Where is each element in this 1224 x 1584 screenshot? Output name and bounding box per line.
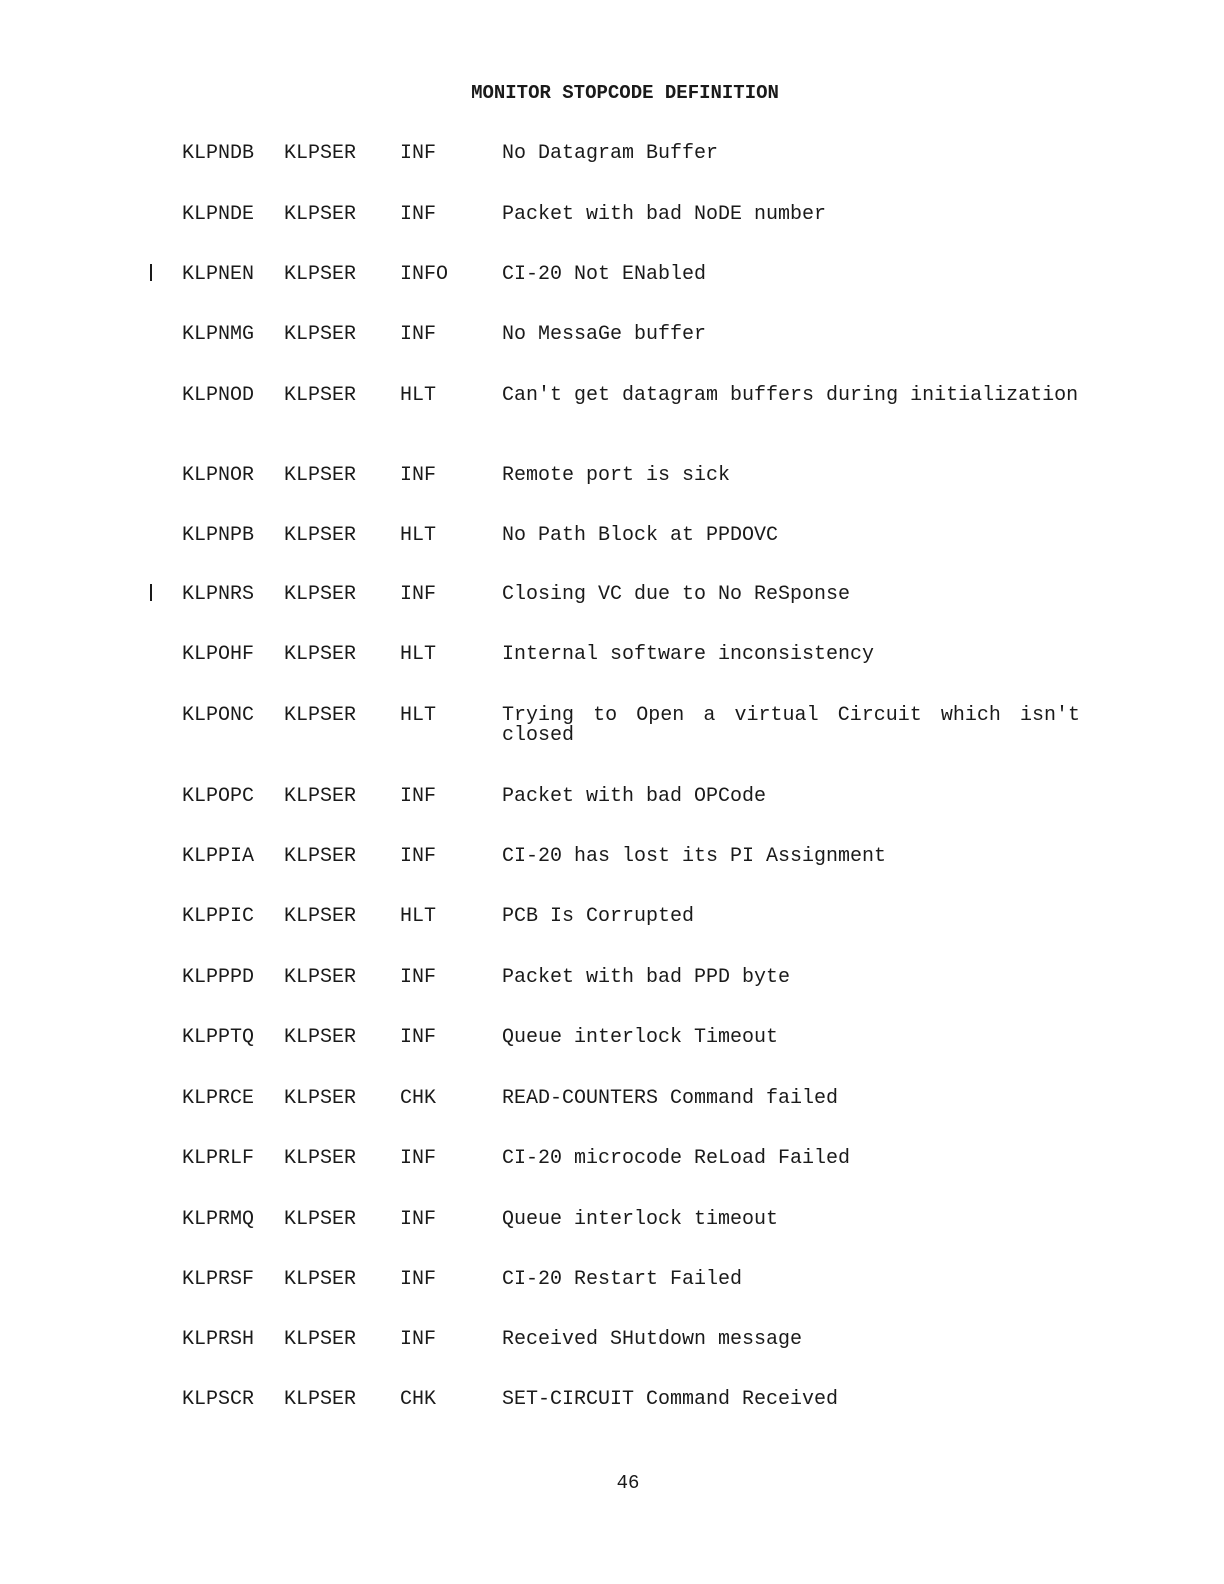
stopcode-name: KLPNOD bbox=[182, 384, 255, 407]
stopcode-module: KLPSER bbox=[284, 785, 357, 808]
stopcode-type: INF bbox=[400, 966, 437, 989]
stopcode-name: KLPNPB bbox=[182, 524, 255, 547]
stopcode-module: KLPSER bbox=[284, 905, 357, 928]
change-bar bbox=[150, 584, 152, 601]
stopcode-type: HLT bbox=[400, 643, 437, 666]
page-title: MONITOR STOPCODE DEFINITION bbox=[471, 82, 779, 104]
stopcode-description: PCB Is Corrupted bbox=[502, 905, 695, 928]
stopcode-description: Closing VC due to No ReSponse bbox=[502, 583, 851, 606]
stopcode-description: Remote port is sick bbox=[502, 464, 731, 487]
stopcode-name: KLPNMG bbox=[182, 323, 255, 346]
stopcode-description: No MessaGe buffer bbox=[502, 323, 707, 346]
stopcode-name: KLPONC bbox=[182, 704, 255, 727]
stopcode-module: KLPSER bbox=[284, 384, 357, 407]
stopcode-module: KLPSER bbox=[284, 1147, 357, 1170]
stopcode-name: KLPNRS bbox=[182, 583, 255, 606]
stopcode-module: KLPSER bbox=[284, 1026, 357, 1049]
page-number: 46 bbox=[616, 1472, 640, 1494]
stopcode-type: HLT bbox=[400, 384, 437, 407]
stopcode-description: Packet with bad OPCode bbox=[502, 785, 767, 808]
stopcode-module: KLPSER bbox=[284, 524, 357, 547]
stopcode-type: HLT bbox=[400, 524, 437, 547]
stopcode-type: INF bbox=[400, 583, 437, 606]
stopcode-type: HLT bbox=[400, 704, 437, 727]
stopcode-name: KLPRLF bbox=[182, 1147, 255, 1170]
stopcode-description: READ-COUNTERS Command failed bbox=[502, 1087, 839, 1110]
stopcode-name: KLPPIA bbox=[182, 845, 255, 868]
stopcode-name: KLPOPC bbox=[182, 785, 255, 808]
stopcode-module: KLPSER bbox=[284, 704, 357, 727]
stopcode-name: KLPNEN bbox=[182, 263, 255, 286]
stopcode-module: KLPSER bbox=[284, 1208, 357, 1231]
stopcode-type: INF bbox=[400, 1268, 437, 1291]
stopcode-description: CI-20 Not ENabled bbox=[502, 263, 707, 286]
stopcode-module: KLPSER bbox=[284, 583, 357, 606]
stopcode-type: HLT bbox=[400, 905, 437, 928]
stopcode-module: KLPSER bbox=[284, 643, 357, 666]
stopcode-module: KLPSER bbox=[284, 142, 357, 165]
stopcode-name: KLPRMQ bbox=[182, 1208, 255, 1231]
stopcode-type: INF bbox=[400, 203, 437, 226]
stopcode-name: KLPPPD bbox=[182, 966, 255, 989]
stopcode-module: KLPSER bbox=[284, 966, 357, 989]
stopcode-name: KLPPTQ bbox=[182, 1026, 255, 1049]
stopcode-name: KLPNDB bbox=[182, 142, 255, 165]
stopcode-type: CHK bbox=[400, 1388, 437, 1411]
stopcode-type: INFO bbox=[400, 263, 449, 286]
stopcode-module: KLPSER bbox=[284, 1087, 357, 1110]
stopcode-module: KLPSER bbox=[284, 203, 357, 226]
stopcode-description: Can't get datagram buffers during initialization bbox=[502, 384, 1079, 407]
stopcode-name: KLPRSF bbox=[182, 1268, 255, 1291]
stopcode-type: INF bbox=[400, 323, 437, 346]
stopcode-description: Received SHutdown message bbox=[502, 1328, 803, 1351]
stopcode-name: KLPSCR bbox=[182, 1388, 255, 1411]
stopcode-name: KLPRSH bbox=[182, 1328, 255, 1351]
change-bar bbox=[150, 264, 152, 281]
stopcode-description: Trying to Open a virtual Circuit which isn't closed bbox=[502, 704, 1080, 747]
stopcode-type: INF bbox=[400, 845, 437, 868]
stopcode-type: INF bbox=[400, 1328, 437, 1351]
stopcode-module: KLPSER bbox=[284, 1328, 357, 1351]
stopcode-type: INF bbox=[400, 464, 437, 487]
stopcode-description: Packet with bad PPD byte bbox=[502, 966, 791, 989]
stopcode-description: Internal software inconsistency bbox=[502, 643, 875, 666]
stopcode-description: No Path Block at PPDOVC bbox=[502, 524, 779, 547]
stopcode-type: INF bbox=[400, 142, 437, 165]
stopcode-name: KLPNDE bbox=[182, 203, 255, 226]
stopcode-module: KLPSER bbox=[284, 845, 357, 868]
stopcode-type: CHK bbox=[400, 1087, 437, 1110]
stopcode-type: INF bbox=[400, 1026, 437, 1049]
stopcode-description: CI-20 has lost its PI Assignment bbox=[502, 845, 887, 868]
stopcode-description: CI-20 Restart Failed bbox=[502, 1268, 743, 1291]
stopcode-name: KLPNOR bbox=[182, 464, 255, 487]
stopcode-type: INF bbox=[400, 785, 437, 808]
stopcode-module: KLPSER bbox=[284, 464, 357, 487]
stopcode-type: INF bbox=[400, 1147, 437, 1170]
stopcode-type: INF bbox=[400, 1208, 437, 1231]
stopcode-description: No Datagram Buffer bbox=[502, 142, 719, 165]
stopcode-description: Queue interlock Timeout bbox=[502, 1026, 779, 1049]
stopcode-module: KLPSER bbox=[284, 1268, 357, 1291]
stopcode-name: KLPOHF bbox=[182, 643, 255, 666]
stopcode-module: KLPSER bbox=[284, 263, 357, 286]
stopcode-module: KLPSER bbox=[284, 323, 357, 346]
stopcode-description: CI-20 microcode ReLoad Failed bbox=[502, 1147, 851, 1170]
stopcode-module: KLPSER bbox=[284, 1388, 357, 1411]
stopcode-description: SET-CIRCUIT Command Received bbox=[502, 1388, 839, 1411]
stopcode-description: Queue interlock timeout bbox=[502, 1208, 779, 1231]
stopcode-name: KLPPIC bbox=[182, 905, 255, 928]
stopcode-description: Packet with bad NoDE number bbox=[502, 203, 827, 226]
stopcode-name: KLPRCE bbox=[182, 1087, 255, 1110]
